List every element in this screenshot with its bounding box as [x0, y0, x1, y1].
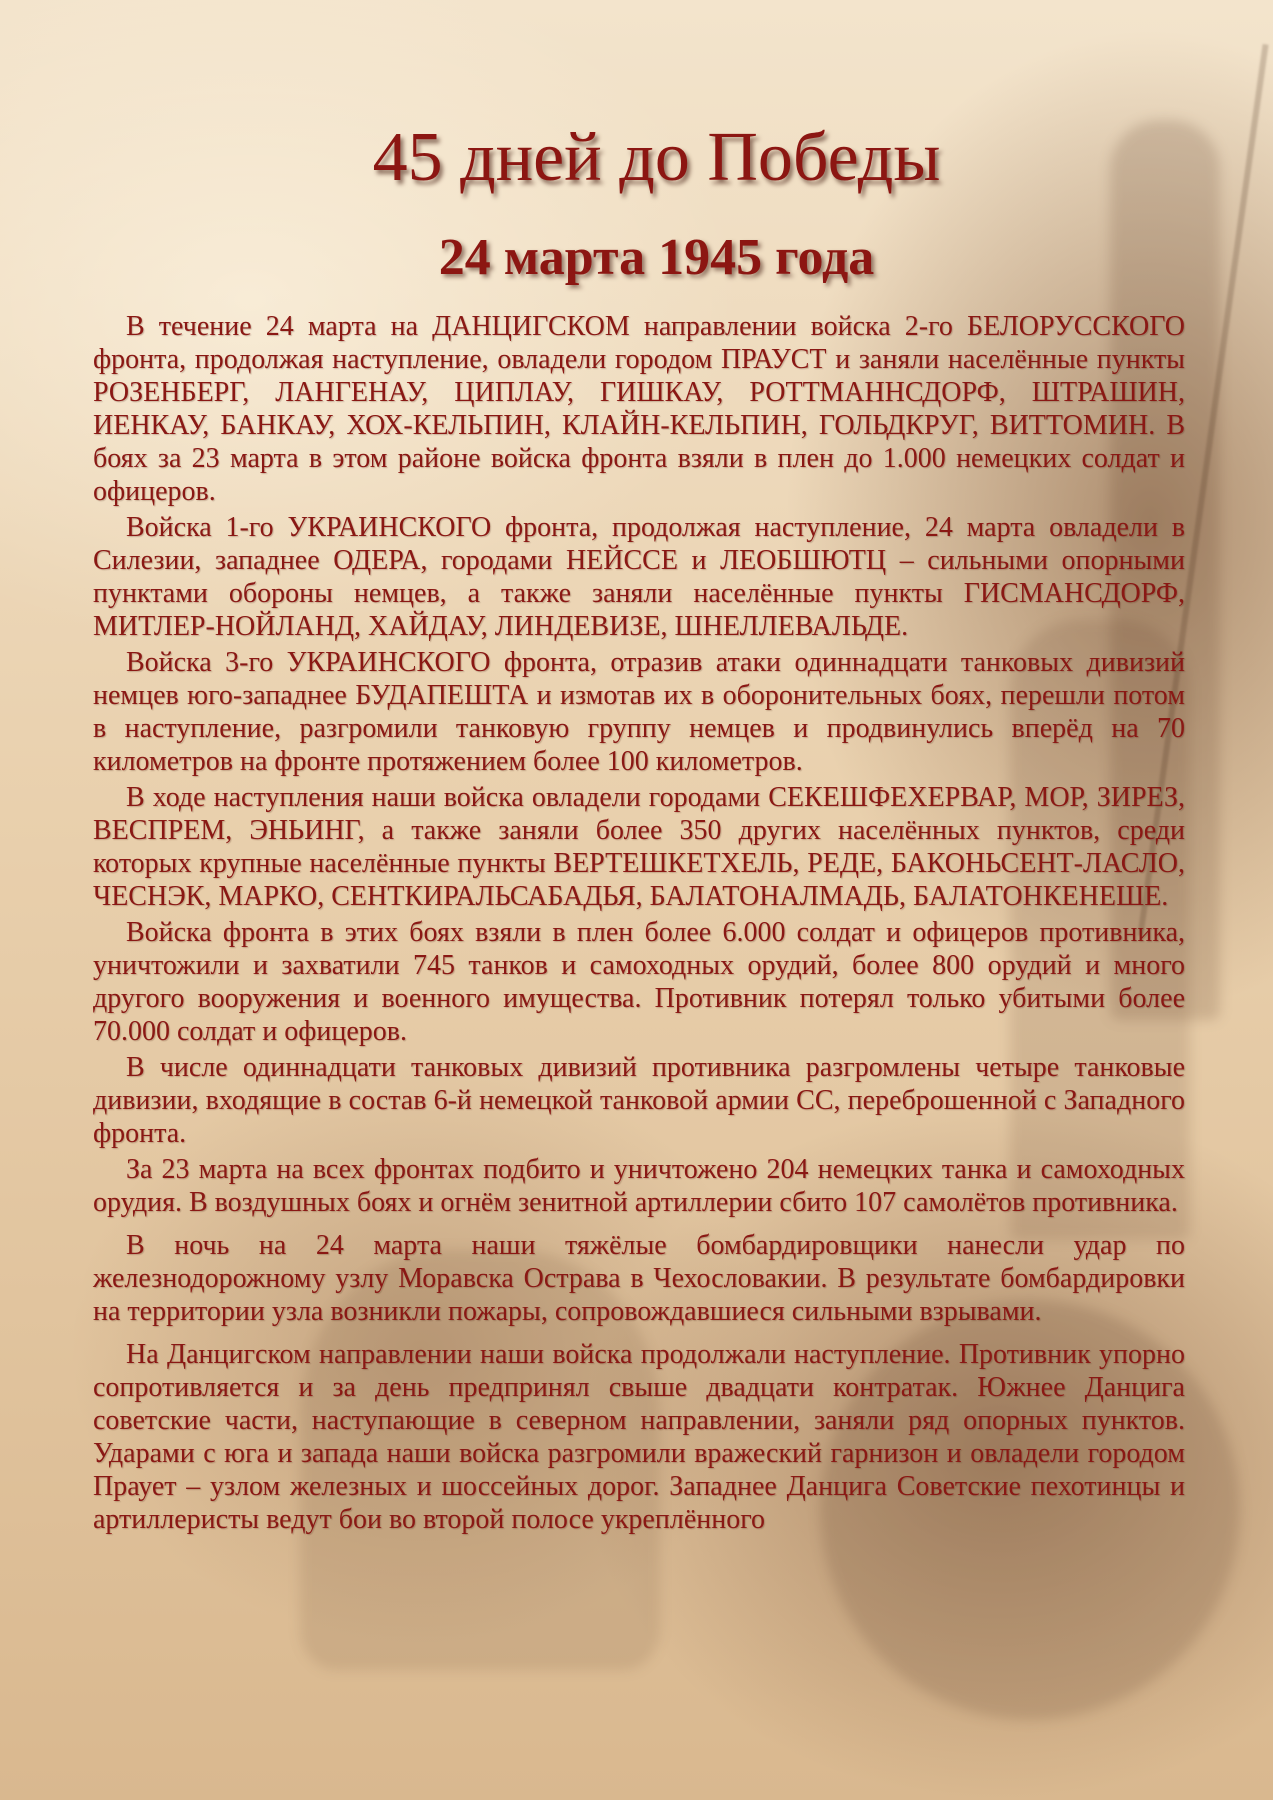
- paragraph: За 23 марта на всех фронтах подбито и уничтожено 204 немецких танка и самоходных орудия. В воздушных боях и огнём зенитной артиллерии сбито 107 самолётов противника.: [93, 1154, 1185, 1218]
- paragraph: В числе одиннадцати танковых дивизий противника разгромлены четыре танковые дивизии, входящие в состав 6-й немецкой танковой армии СС, переброшенной с Западного фронта.: [93, 1052, 1185, 1149]
- paragraph: В ходе наступления наши войска овладели городами СЕКЕШФЕХЕРВАР, МОР, ЗИРЕЗ, ВЕСПРЕМ, ЭНЬИНГ, а также заняли более 350 других населённых пунктов, среди которых крупные населённые пункты ВЕРТЕШКЕТХЕЛЬ, РЕДЕ, БАКОНЬСЕНТ-ЛАСЛО, ЧЕСНЭК, МАРКО, СЕНТКИРАЛЬСАБАДЬЯ, БАЛАТОНАЛМАДЬ, БАЛАТОНКЕНЕШЕ.: [93, 782, 1185, 912]
- paragraph: В ночь на 24 марта наши тяжёлые бомбардировщики нанесли удар по железнодорожному узлу Моравска Острава в Чехословакии. В результате бомбардировки на территории узла возникли пожары, сопровождавшиеся сильными взрывами.: [93, 1230, 1185, 1327]
- paragraph: Войска фронта в этих боях взяли в плен более 6.000 солдат и офицеров противника, уничтожили и захватили 745 танков и самоходных орудий, более 800 орудий и много другого вооружения и военного имущества. Противник потерял только убитыми более 70.000 солдат и офицеров.: [93, 917, 1185, 1047]
- paragraph: В течение 24 марта на ДАНЦИГСКОМ направлении войска 2-го БЕЛОРУССКОГО фронта, продолжая наступление, овладели городом ПРАУСТ и заняли населённые пункты РОЗЕНБЕРГ, ЛАНГЕНАУ, ЦИПЛАУ, ГИШКАУ, РОТТМАННСДОРФ, ШТРАШИН, ИЕНКАУ, БАНКАУ, ХОХ-КЕЛЬПИН, КЛАЙН-КЕЛЬПИН, ГОЛЬДКРУГ, ВИТТОМИН. В боях за 23 марта в этом районе войска фронта взяли в плен до 1.000 немецких солдат и офицеров.: [93, 311, 1185, 507]
- article-body: [93, 310, 1185, 1539]
- paragraph: На Данцигском направлении наши войска продолжали наступление. Противник упорно сопротивляется и за день предпринял свыше двадцати контратак. Южнее Данцига советские части, наступающие в северном направлении, заняли ряд опорных пунктов. Ударами с юга и запада наши войска разгромили вражеский гарнизон и овладели городом Праует – узлом железных и шоссейных дорог. Западнее Данцига Советские пехотинцы и артиллеристы ведут бои во второй полосе укреплённого: [93, 1339, 1185, 1535]
- page-title: 45 дней до Победы: [372, 119, 941, 196]
- paragraph: Войска 1-го УКРАИНСКОГО фронта, продолжая наступление, 24 марта овладели в Силезии, западнее ОДЕРА, городами НЕЙССЕ и ЛЕОБШЮТЦ – сильными опорными пунктами обороны немцев, а также заняли населённые пункты ГИСМАНСДОРФ, МИТЛЕР-НОЙЛАНД, ХАЙДАУ, ЛИНДЕВИЗЕ, ШНЕЛЛЕВАЛЬДЕ.: [93, 512, 1185, 642]
- paragraph: Войска 3-го УКРАИНСКОГО фронта, отразив атаки одиннадцати танковых дивизий немцев юго-западнее БУДАПЕШТА и измотав их в оборонительных боях, перешли потом в наступление, разгромили танковую группу немцев и продвинулись вперёд на 70 километров на фронте протяжением более 100 километров.: [93, 647, 1185, 777]
- page-date: 24 марта 1945 года: [438, 229, 875, 286]
